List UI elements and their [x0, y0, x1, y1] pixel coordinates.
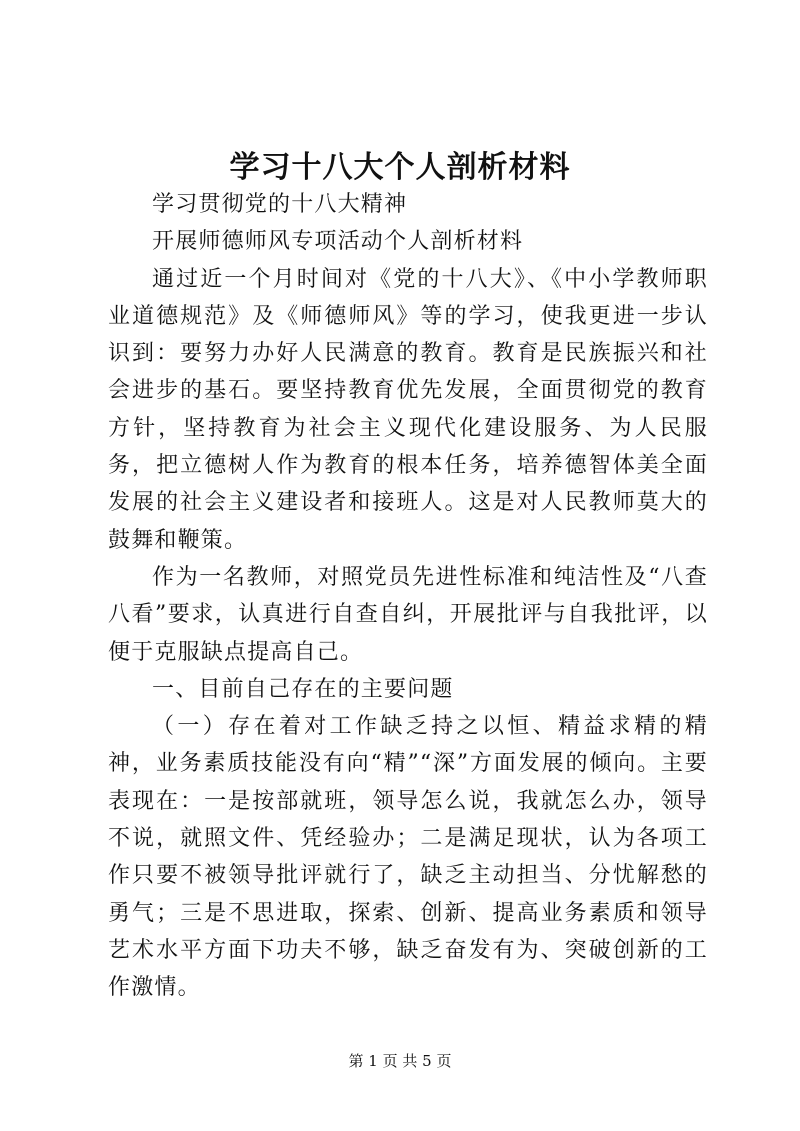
paragraph-intro: 通过近一个月时间对《党的十八大》、《中小学教师职业道德规范》及《师德师风》等的学习，使我更进一步认识到：要努力办好人民满意的教育。教育是民族振兴和社会进步的基石。要坚持教育优先发展，全面贯彻党的教育方针，坚持教育为社会主义现代化建设服务、为人民服务，把立德树人作为教育的根本任务，培养德智体美全面发展的社会主义建设者和接班人。这是对人民教师莫大的鼓舞和鞭策。 — [108, 266, 708, 553]
section-heading-main-problems: 一、目前自己存在的主要问题 — [152, 676, 454, 702]
page-number-footer: 第 1 页 共 5 页 — [348, 1052, 452, 1070]
subtitle-line-2: 开展师德师风专项活动个人剖析材料 — [152, 229, 524, 255]
paragraph-teacher-reflection: 作为一名教师，对照党员先进性标准和纯洁性及“八查八看”要求，认真进行自查自纠，开展批评与自我批评，以便于克服缺点提高自己。 — [108, 564, 708, 665]
document-body — [108, 186, 708, 1007]
document-title: 学习十八大个人剖析材料 — [229, 150, 571, 185]
subtitle-line-1: 学习贯彻党的十八大精神 — [152, 192, 408, 217]
paragraph-problem-one: （一）存在着对工作缺乏持之以恒、精益求精的精神，业务素质技能没有向“精”“深”方面发展的倾向。主要表现在：一是按部就班，领导怎么说，我就怎么办，领导不说，就照文件、凭经验办；二是满足现状，认为各项工作只要不被领导批评就行了，缺乏主动担当、分忧解愁的勇气；三是不思进取，探索、创新、提高业务素质和领导艺术水平方面下功夫不够，缺乏奋发有为、突破创新的工作激情。 — [108, 714, 708, 1001]
